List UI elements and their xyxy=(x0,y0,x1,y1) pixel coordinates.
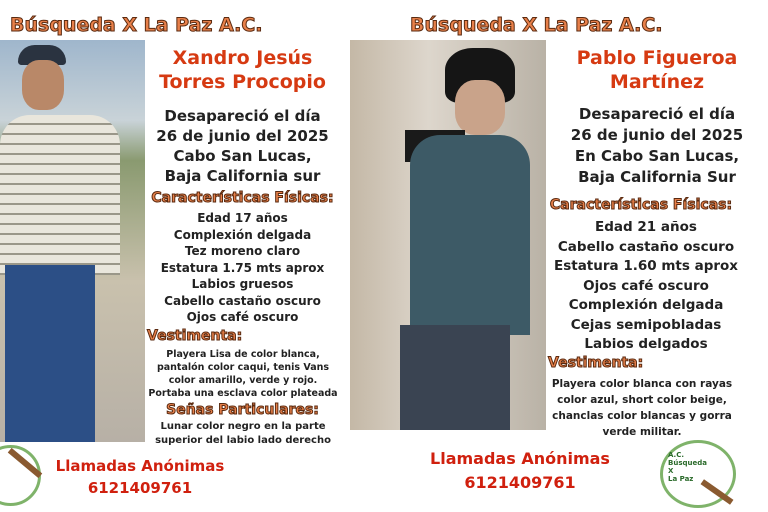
feature-item: Ojos café oscuro xyxy=(186,310,299,324)
clothing-line: color azul, short color beige, xyxy=(557,394,727,406)
org-title-right: Búsqueda X La Paz A.C. xyxy=(410,14,663,36)
feature-item: Cabello castaño oscuro xyxy=(164,293,321,308)
clothing-text-right xyxy=(544,376,740,440)
clothing-line: color amarillo, verde y rojo. xyxy=(168,375,318,386)
feature-item: Cabello castaño oscuro xyxy=(557,238,735,255)
info-line: 26 de junio del 2025 xyxy=(570,126,744,144)
feature-item: Complexión delgada xyxy=(568,297,724,313)
info-line: Baja California Sur xyxy=(578,168,736,186)
info-line: Desapareció el día xyxy=(164,107,321,125)
info-line: 26 de junio del 2025 xyxy=(156,127,329,145)
logo-text-block xyxy=(668,451,707,483)
feature-item: Cejas semipobladas xyxy=(570,316,722,333)
name-line: Martínez xyxy=(609,71,705,93)
phone-number[interactable]: 6121409761 xyxy=(464,473,576,492)
feature-item: Ojos café oscuro xyxy=(583,277,709,294)
logo-right xyxy=(660,440,736,508)
clothing-heading-left: Vestimenta: xyxy=(147,328,243,344)
clothing-line: pantalón color caqui, tenis Vans xyxy=(156,362,330,373)
missing-person-photo-right xyxy=(350,40,546,430)
feature-item: Labios gruesos xyxy=(191,277,294,291)
info-line: Baja California sur xyxy=(164,167,321,185)
disappearance-info-left xyxy=(145,106,340,186)
feature-item: Estatura 1.60 mts aprox xyxy=(553,258,739,274)
logo-text: X xyxy=(668,467,674,475)
logo-text: La Paz xyxy=(668,475,694,483)
marks-line: Lunar color negro en la parte xyxy=(160,421,326,432)
clothing-heading-right: Vestimenta: xyxy=(548,355,644,371)
shirt-shape xyxy=(410,135,530,335)
calls-label: Llamadas Anónimas xyxy=(430,449,610,468)
feature-item: Edad 17 años xyxy=(197,211,288,225)
name-line: Pablo Figueroa xyxy=(576,47,738,69)
features-list-left xyxy=(145,210,340,326)
marks-text-left xyxy=(143,420,343,448)
feature-item: Tez moreno claro xyxy=(184,244,301,258)
feature-item: Complexión delgada xyxy=(173,227,312,242)
info-line: En Cabo San Lucas, xyxy=(574,147,740,165)
calls-label: Llamadas Anónimas xyxy=(55,457,225,475)
feature-item: Estatura 1.75 mts aprox xyxy=(160,260,325,275)
features-list-right xyxy=(546,218,746,355)
feature-item: Labios delgados xyxy=(584,336,708,352)
pants-shape xyxy=(5,265,95,442)
face-shape xyxy=(455,80,505,135)
person-name-left xyxy=(145,46,340,94)
clothing-line: Playera Lisa de color blanca, xyxy=(166,349,320,360)
marks-heading-left: Señas Particulares: xyxy=(166,402,319,418)
logo-text: Búsqueda xyxy=(668,459,707,467)
info-line: Desapareció el día xyxy=(578,105,736,123)
shirt-shape xyxy=(0,115,120,275)
info-line: Cabo San Lucas, xyxy=(173,147,312,165)
logo-text: A.C. xyxy=(668,451,685,459)
person-name-right xyxy=(546,46,768,94)
feature-item: Edad 21 años xyxy=(595,219,697,235)
features-heading-left: Características Físicas: xyxy=(151,190,334,206)
name-line: Xandro Jesús xyxy=(172,47,313,69)
disappearance-info-right xyxy=(546,104,768,188)
clothing-line: verde militar. xyxy=(602,426,682,438)
clothing-line: Playera color blanca con rayas xyxy=(551,378,733,390)
phone-number[interactable]: 6121409761 xyxy=(87,479,193,497)
clothing-line: Portaba una esclava color plateada xyxy=(148,388,338,399)
features-heading-right: Características Físicas: xyxy=(549,197,733,213)
logo-bar xyxy=(701,479,734,505)
clothing-line: chanclas color blancas y gorra xyxy=(552,410,732,422)
anonymous-calls-left xyxy=(35,455,245,499)
pants-shape xyxy=(400,325,510,430)
anonymous-calls-right xyxy=(420,447,620,495)
clothing-text-left xyxy=(143,348,343,400)
marks-line: superior del labio lado derecho xyxy=(155,435,331,446)
org-title-left: Búsqueda X La Paz A.C. xyxy=(10,14,263,36)
face-shape xyxy=(22,60,64,110)
name-line: Torres Procopio xyxy=(159,71,326,93)
missing-person-photo-left xyxy=(0,40,145,442)
